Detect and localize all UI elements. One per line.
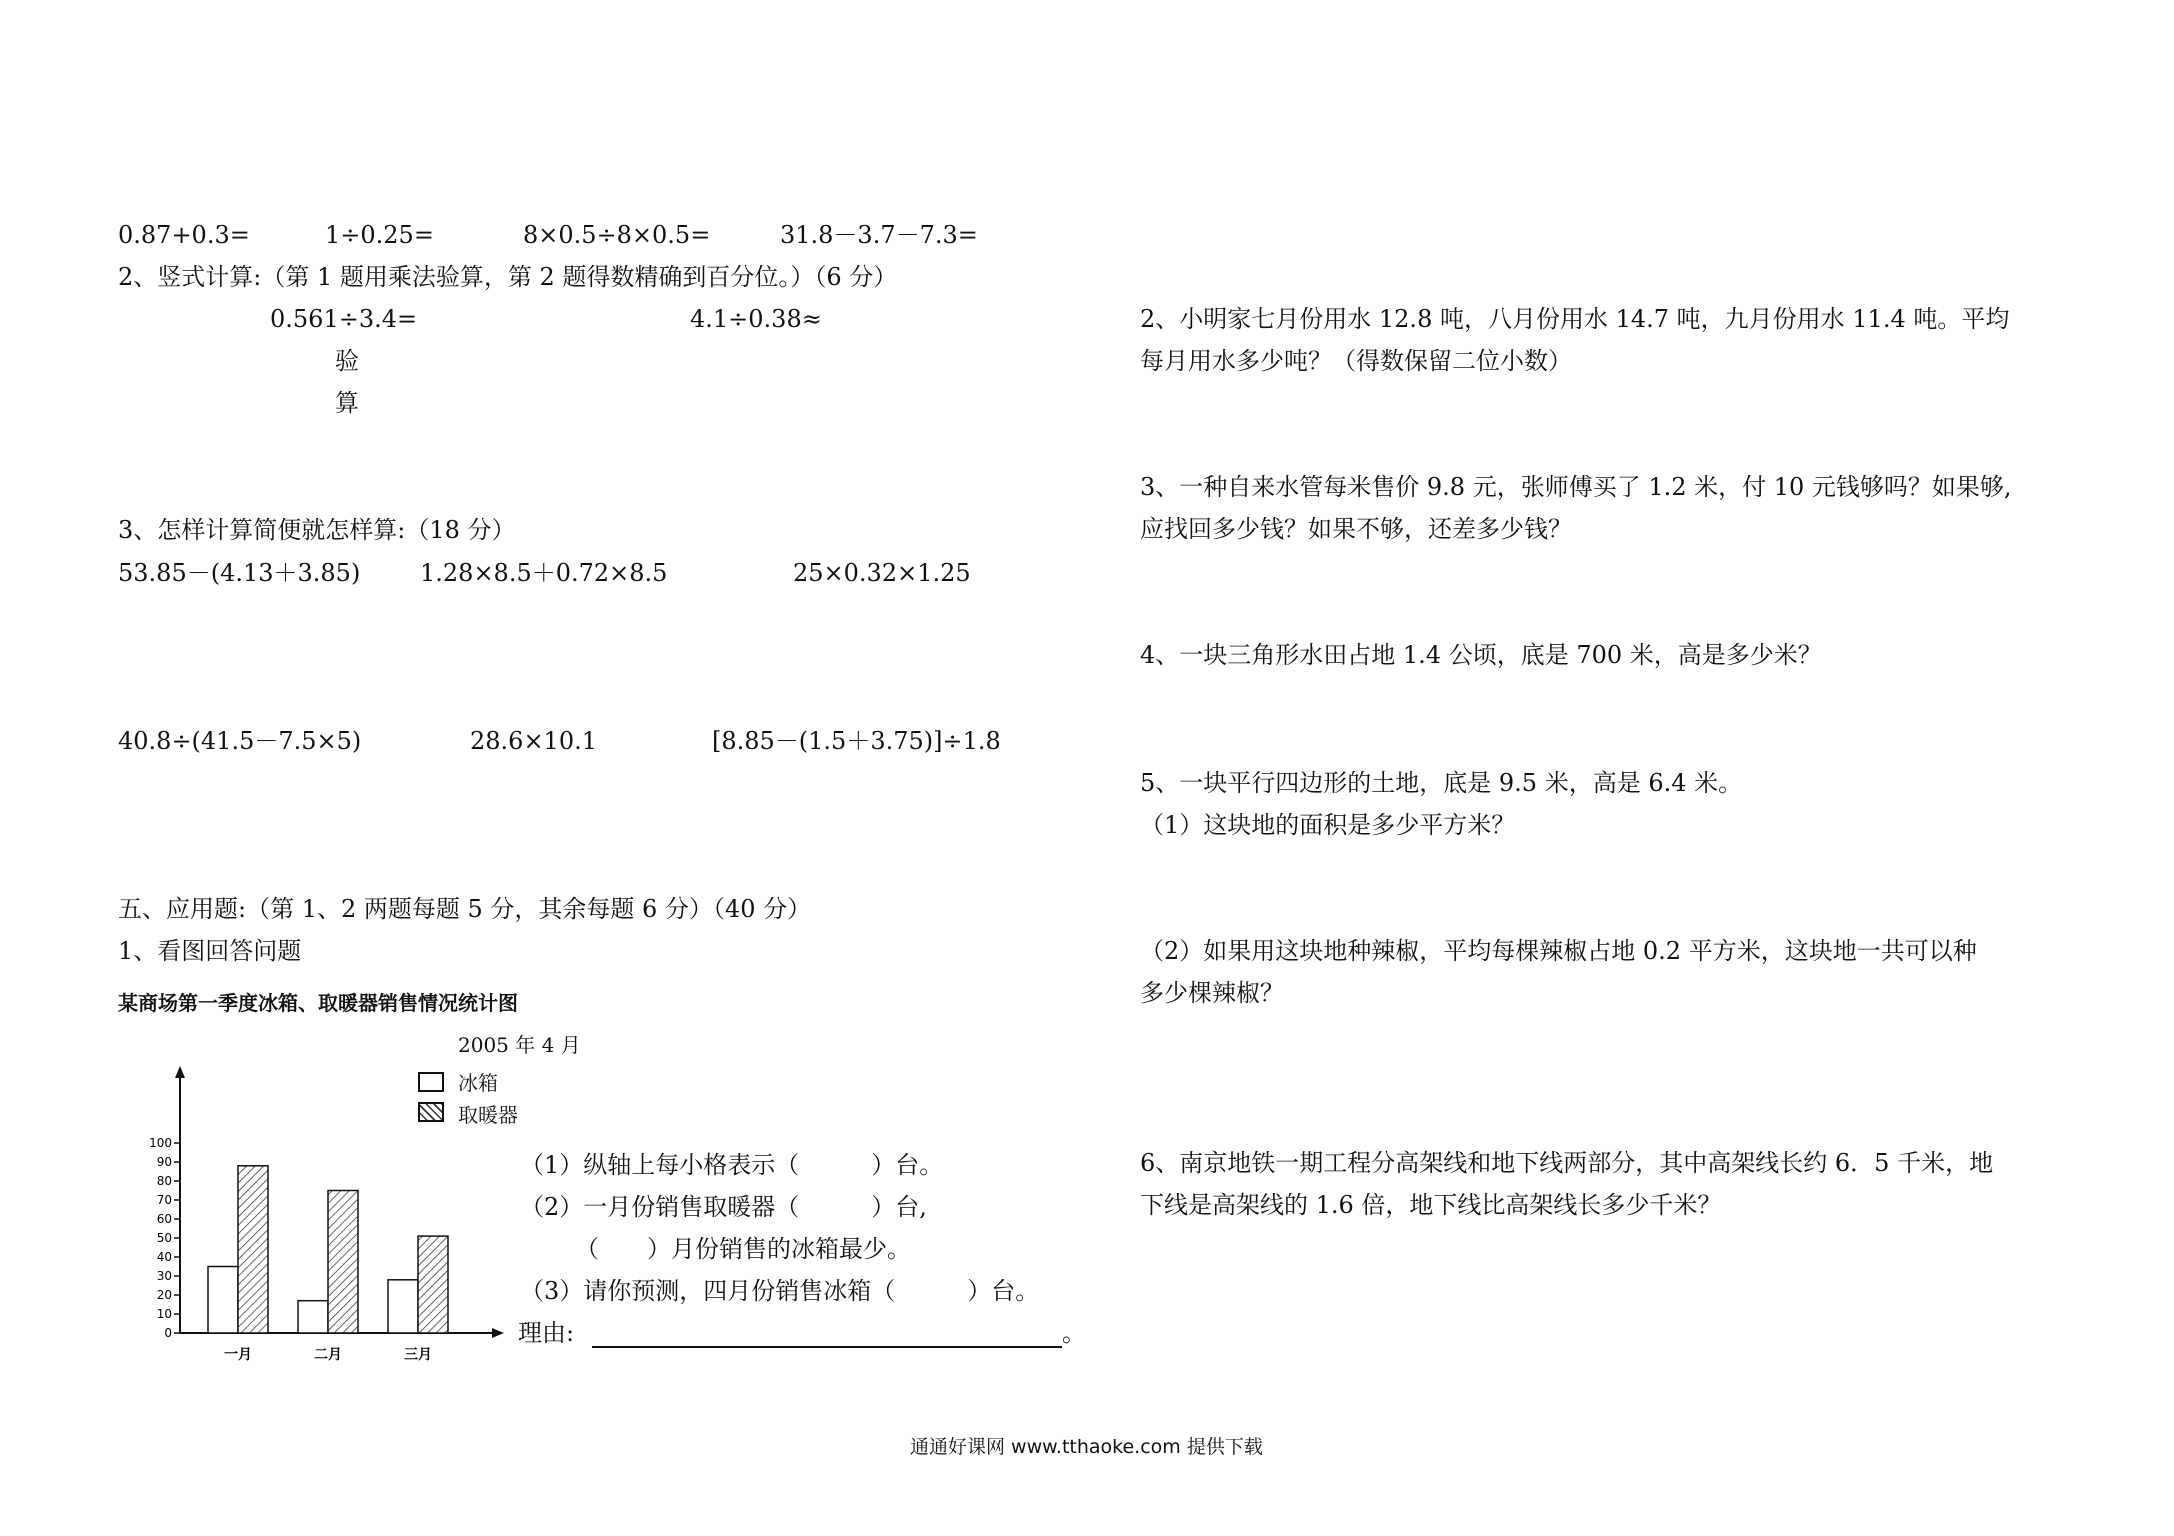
bar-heater — [238, 1166, 268, 1333]
bar-heater — [328, 1191, 358, 1334]
y-tick-label: 80 — [156, 1174, 172, 1188]
calc-3: 8×0.5÷8×0.5= — [523, 221, 711, 249]
x-tick-label: 三月 — [404, 1347, 432, 1363]
q3-expr-5: 28.6×10.1 — [470, 727, 597, 755]
reason-end: 。 — [1062, 1319, 1086, 1347]
x-tick-label: 一月 — [224, 1347, 252, 1363]
r-q2-line2: 每月用水多少吨？（得数保留二位小数） — [1140, 347, 1572, 375]
r-q4-line1: 4、一块三角形水田占地 1.4 公顷，底是 700 米，高是多少米？ — [1140, 641, 1822, 669]
q2-title: 2、竖式计算:（第 1 题用乘法验算，第 2 题得数精确到百分位。）（6 分） — [118, 263, 898, 291]
r-q2-line1: 2、小明家七月份用水 12.8 吨，八月份用水 14.7 吨，九月份用水 11.4 吨。平均 — [1140, 305, 2010, 333]
r-q5-line3: （2）如果用这块地种辣椒，平均每棵辣椒占地 0.2 平方米，这块地一共可以种 — [1140, 937, 1977, 965]
q2-b: 4.1÷0.38≈ — [690, 305, 822, 333]
section-5-title: 五、应用题:（第 1、2 两题每题 5 分，其余每题 6 分）（40 分） — [118, 895, 812, 923]
legend-heater-label: 取暖器 — [458, 1103, 518, 1127]
r-q6-line1: 6、南京地铁一期工程分高架线和地下线两部分，其中高架线长约 6．5 千米，地 — [1140, 1149, 1994, 1177]
bar-fridge — [298, 1301, 328, 1333]
y-tick-label: 10 — [156, 1307, 172, 1321]
chart-q3: （3）请你预测，四月份销售冰箱（ ）台。 — [520, 1277, 1040, 1305]
y-tick-label: 0 — [164, 1326, 172, 1340]
chart-q1: （1）纵轴上每小格表示（ ）台。 — [520, 1151, 944, 1179]
y-tick-label: 60 — [156, 1212, 172, 1226]
r-q3-line1: 3、一种自来水管每米售价 9.8 元，张师傅买了 1.2 米，付 10 元钱够吗？如果够, — [1140, 473, 2012, 501]
calc-4: 31.8－3.7－7.3= — [780, 221, 978, 249]
r-q5-line1: 5、一块平行四边形的土地，底是 9.5 米，高是 6.4 米。 — [1140, 769, 1743, 797]
q2-a: 0.561÷3.4= — [270, 305, 418, 333]
bar-heater — [418, 1236, 448, 1333]
q2-check-1: 验 — [335, 347, 359, 375]
y-axis-arrow — [175, 1066, 185, 1078]
y-tick-label: 20 — [156, 1288, 172, 1302]
legend-fridge-label: 冰箱 — [458, 1071, 498, 1095]
calc-1: 0.87+0.3= — [118, 221, 250, 249]
reason-label: 理由: — [518, 1319, 575, 1347]
q2-check-2: 算 — [335, 389, 359, 417]
r-q6-line2: 下线是高架线的 1.6 倍，地下线比高架线长多少千米？ — [1140, 1191, 1722, 1219]
y-tick-label: 70 — [156, 1193, 172, 1207]
y-tick-label: 90 — [156, 1155, 172, 1169]
x-axis-arrow — [492, 1328, 504, 1338]
chart-date: 2005 年 4 月 — [458, 1033, 581, 1057]
y-tick-label: 100 — [149, 1136, 172, 1150]
q3-expr-2: 1.28×8.5＋0.72×8.5 — [420, 559, 668, 587]
q3-expr-3: 25×0.32×1.25 — [793, 559, 971, 587]
r-q5-line4: 多少棵辣椒？ — [1140, 979, 1284, 1007]
y-tick-label: 30 — [156, 1269, 172, 1283]
bar-fridge — [208, 1267, 238, 1334]
page-footer: 通通好课网 www.tthaoke.com 提供下载 — [910, 1436, 1263, 1458]
q1-title: 1、看图回答问题 — [118, 937, 302, 965]
chart-q2: （2）一月份销售取暖器（ ）台, — [520, 1193, 927, 1221]
chart-title: 某商场第一季度冰箱、取暖器销售情况统计图 — [118, 991, 518, 1015]
q3-expr-4: 40.8÷(41.5－7.5×5) — [118, 727, 362, 755]
y-tick-label: 50 — [156, 1231, 172, 1245]
r-q5-line2: （1）这块地的面积是多少平方米？ — [1140, 811, 1516, 839]
q3-expr-1: 53.85－(4.13＋3.85) — [118, 559, 361, 587]
q3-expr-6: [8.85－(1.5＋3.75)]÷1.8 — [712, 727, 1001, 755]
bar-fridge — [388, 1280, 418, 1333]
q3-title: 3、怎样计算简便就怎样算:（18 分） — [118, 516, 516, 544]
y-tick-label: 40 — [156, 1250, 172, 1264]
bar-chart — [140, 1060, 520, 1380]
chart-q2b: （ ）月份销售的冰箱最少。 — [575, 1235, 911, 1263]
x-tick-label: 二月 — [314, 1347, 342, 1363]
calc-2: 1÷0.25= — [325, 221, 434, 249]
r-q3-line2: 应找回多少钱？如果不够，还差多少钱？ — [1140, 515, 1572, 543]
reason-blank-line — [592, 1346, 1062, 1348]
